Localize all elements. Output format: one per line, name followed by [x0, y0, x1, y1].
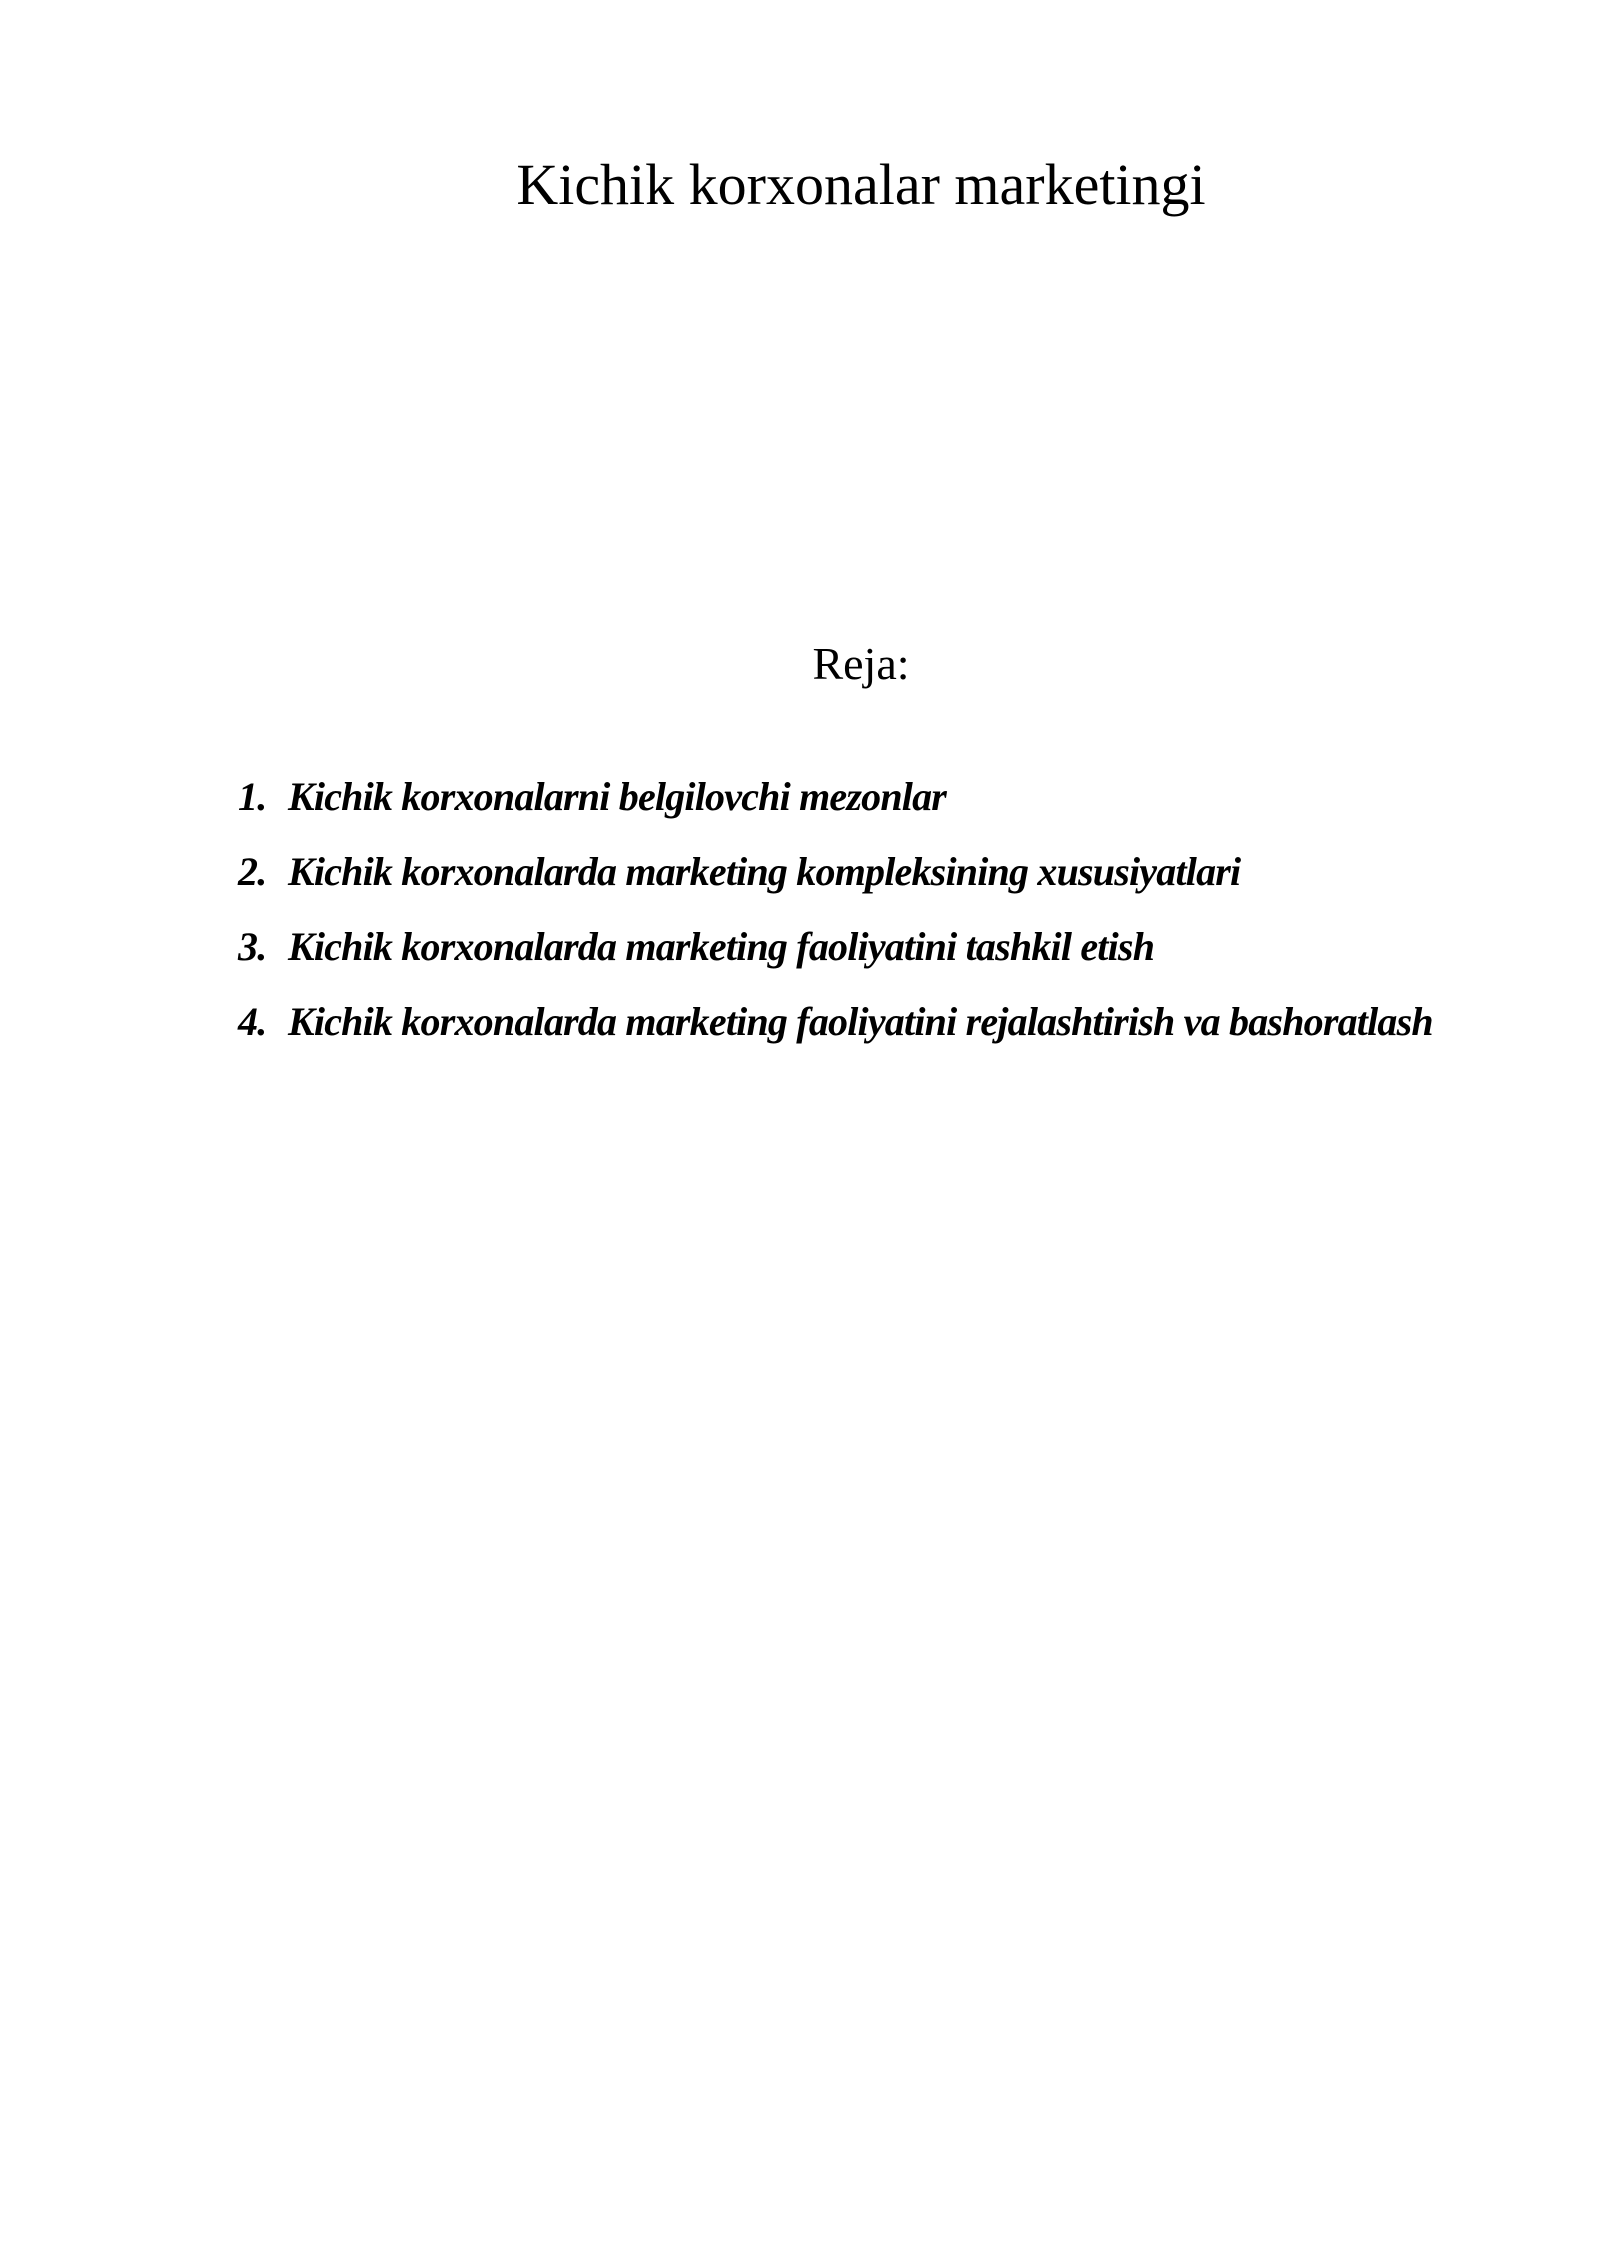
plan-item-3	[238, 923, 1433, 998]
plan-list	[238, 773, 1433, 1073]
plan-item-2	[238, 848, 1433, 923]
plan-item-number: 1.	[238, 774, 267, 819]
document-title: Kichik korxonalar marketingi	[516, 152, 1206, 217]
plan-item-number: 3.	[238, 924, 267, 969]
plan-item-number: 2.	[238, 849, 267, 894]
plan-item-text: Kichik korxonalarda marketing faoliyatini tashkil etish	[288, 924, 1155, 969]
plan-item-1	[238, 773, 1433, 848]
plan-item-4	[238, 998, 1433, 1073]
plan-item-text: Kichik korxonalarni belgilovchi mezonlar	[288, 774, 947, 819]
plan-item-text: Kichik korxonalarda marketing kompleksining xususiyatlari	[288, 849, 1241, 894]
plan-item-text: Kichik korxonalarda marketing faoliyatini rejalashtirish va bashoratlash	[288, 999, 1433, 1044]
plan-heading: Reja:	[812, 638, 910, 689]
plan-item-number: 4.	[238, 999, 267, 1044]
